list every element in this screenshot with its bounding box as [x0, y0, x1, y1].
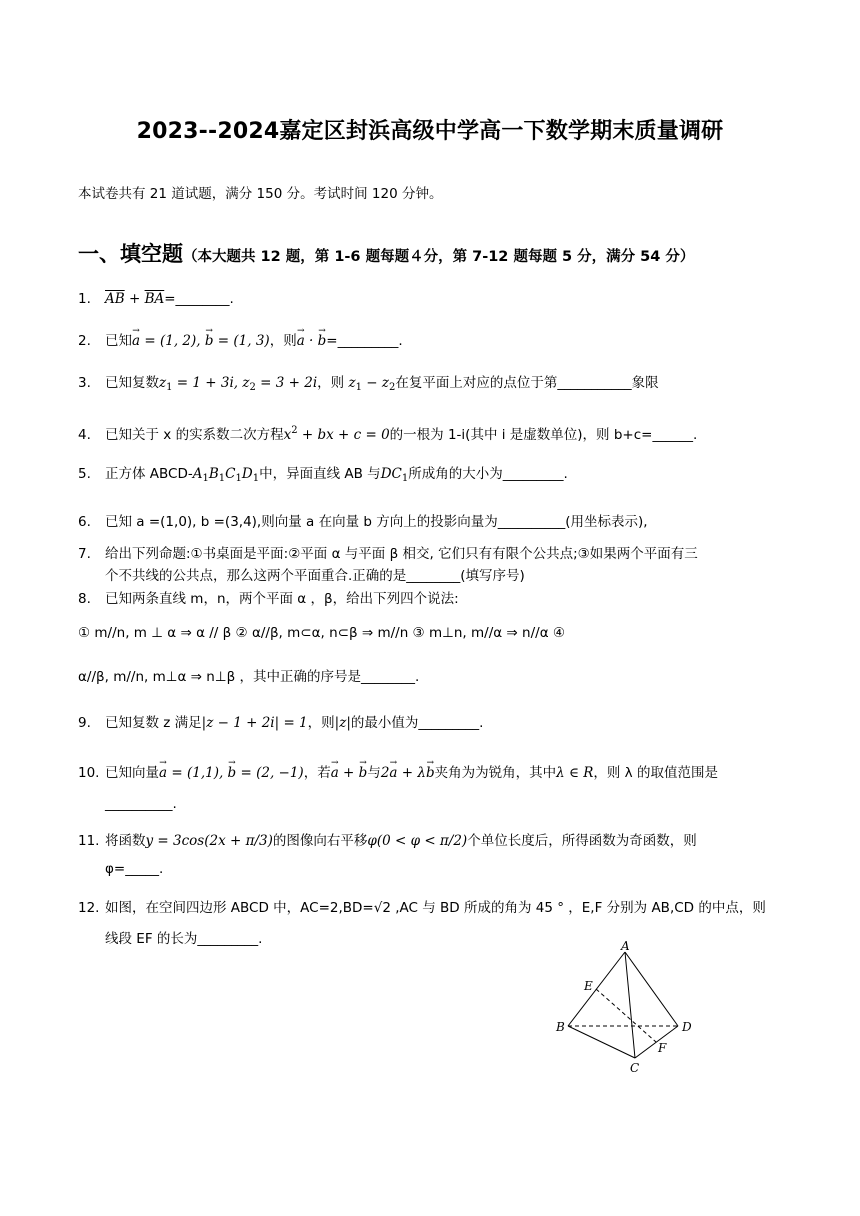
question-10: 10. 已知向量→ a = (1,1), → b = (2, −1)，若→ a + → b与2→ a + λ→ b夹角为为锐角，其中λ ∈ R，则 λ 的取值范围是: [78, 762, 718, 784]
question-text: 已知: [105, 333, 132, 349]
question-8-options: [78, 622, 565, 644]
math-expr: $z_1 = 1 + 3i$, $z_2 = 3 + 2i$: [159, 375, 318, 393]
math-expr: $x^2$ + bx + c = 0: [283, 425, 390, 443]
question-number: 6.: [78, 514, 91, 530]
section-heading: [78, 238, 694, 268]
question-number: 3.: [78, 375, 91, 391]
label-b: B: [556, 1020, 565, 1034]
edge-cd: [635, 1026, 678, 1058]
question-text: α//β, m//n, m⊥α ⇒ n⊥β ，其中正确的序号是________.: [78, 669, 420, 685]
question-number: 10.: [78, 765, 100, 781]
question-text: 个不共线的公共点，那么这两个平面重合.正确的是________(填写序号): [105, 568, 525, 584]
question-text: 已知两条直线 m，n，两个平面 α ，β，给出下列四个说法:: [105, 591, 459, 607]
question-text: 如图，在空间四边形 ABCD 中，AC=2,BD=√2 ,AC 与 BD 所成的角为 45 ° ，E,F 分别为 AB,CD 的中点，则: [105, 900, 766, 916]
label-e: E: [584, 979, 593, 993]
question-text: ，若: [303, 765, 331, 781]
question-6: [78, 511, 648, 533]
question-9: 9. 已知复数 z 满足|z − 1 + 2i| = 1，则|z|的最小值为_________.: [78, 712, 483, 734]
question-4: [78, 420, 697, 446]
question-number: 9.: [78, 715, 91, 731]
question-text: ，则 λ 的取值范围是: [593, 765, 718, 781]
edge-ac: [625, 952, 635, 1058]
question-text: ，则: [269, 333, 297, 349]
question-text: 的图像向右平移: [272, 833, 368, 849]
question-number: 5.: [78, 466, 91, 482]
question-text: 中，异面直线 AB 与: [259, 466, 381, 482]
question-text: ① m//n, m ⊥ α ⇒ α // β ② α//β, m⊂α, n⊂β ⇒ m//n ③ m⊥n, m//α ⇒ n//α ④: [78, 625, 565, 641]
tetrahedron-figure: [548, 940, 708, 1075]
question-number: 7.: [78, 546, 91, 562]
question-8: [78, 588, 459, 610]
segment-ef: [596, 989, 656, 1042]
question-text: 的最小值为_________.: [350, 715, 484, 731]
question-number: 2.: [78, 333, 91, 349]
answer-blank: =_________.: [326, 333, 403, 349]
label-d: D: [682, 1020, 692, 1034]
question-7: [78, 543, 698, 565]
question-text: 的一根为 1-i(其中 i 是虚数单位)，则 b+c=______.: [389, 427, 698, 443]
question-11-line2: [78, 858, 163, 880]
question-number: 8.: [78, 591, 91, 607]
question-1: 1. $\overline{AB}$ + $\overline{BA}=\_\_\_\_\_\_\_\_$.: [78, 288, 234, 310]
section-title: 一、填空题: [78, 242, 183, 266]
question-text: =________.: [164, 291, 234, 307]
question-text: 个单位长度后，所得函数为奇函数，则: [467, 833, 697, 849]
question-5: 5. 正方体 ABCD-$A_1B_1C_1D_1$中，异面直线 AB 与$DC_1$所成角的大小为_________.: [78, 463, 568, 490]
question-12: [78, 897, 766, 919]
math-expr: y = 3cos(2x + π/3): [145, 833, 273, 849]
question-text: 正方体 ABCD-: [105, 466, 193, 482]
answer-blank: __________.: [105, 796, 177, 812]
question-12-line2: [78, 928, 262, 950]
question-text: 夹角为为锐角，其中: [434, 765, 557, 781]
math-expr: $\overline{AB}$: [105, 291, 125, 307]
question-text: ，则: [307, 715, 335, 731]
section-note: （本大题共 12 题，第 1-6 题每题４分，第 7-12 题每题 5 分，满分 54 分）: [183, 249, 695, 265]
label-a: A: [621, 940, 630, 953]
question-number: 11.: [78, 833, 100, 849]
math-expr: |z − 1 + 2i| = 1: [201, 715, 308, 731]
question-text: 所成角的大小为_________.: [408, 466, 568, 482]
edge-ad: [625, 952, 678, 1026]
question-3: 3. 已知复数$z_1 = 1 + 3i$, $z_2 = 3 + 2i$，则 $z_1 - z_2$在复平面上对应的点位于第___________象限: [78, 372, 659, 399]
math-expr: → a = (1, 2), → b = (1, 3): [132, 333, 270, 349]
page-title: 2023--2024嘉定区封浜高级中学高一下数学期末质量调研: [136, 119, 724, 144]
question-text: 已知向量: [105, 765, 159, 781]
question-text: 给出下列命题:①书桌面是平面:②平面 α 与平面 β 相交, 它们只有有限个公共点;③如果两个平面有三: [105, 546, 698, 562]
question-text: 在复平面上对应的点位于第___________象限: [395, 375, 659, 391]
question-2: 2. 已知→ a = (1, 2), → b = (1, 3)，则→ a · → b=_________.: [78, 330, 403, 352]
question-8-options-cont: [78, 666, 419, 688]
question-text: 将函数: [105, 833, 146, 849]
edge-bc: [568, 1026, 635, 1058]
question-number: 1.: [78, 291, 91, 307]
label-f: F: [658, 1041, 667, 1055]
math-expr: → a = (1,1), → b = (2, −1): [159, 765, 304, 781]
question-text: 已知复数: [105, 375, 159, 391]
question-11: 11. 将函数y = 3cos(2x + π/3)的图像向右平移φ(0 < φ < π/2)个单位长度后，所得函数为奇函数，则: [78, 830, 697, 852]
question-text: 已知 a =(1,0), b =(3,4),则向量 a 在向量 b 方向上的投影向量为__________(用坐标表示),: [105, 514, 648, 530]
answer-blank: φ=_____.: [105, 861, 164, 877]
question-text: 线段 EF 的长为_________.: [105, 931, 263, 947]
math-expr: $A_1B_1C_1D_1$: [192, 466, 260, 484]
question-number: 12.: [78, 900, 100, 916]
question-text: 已知关于 x 的实系数二次方程: [105, 427, 284, 443]
question-7-line2: [78, 565, 525, 587]
question-number: 4.: [78, 427, 91, 443]
exam-intro: 本试卷共有 21 道试题，满分 150 分。考试时间 120 分钟。: [78, 186, 443, 202]
question-text: 已知复数 z 满足: [105, 715, 202, 731]
label-c: C: [630, 1061, 640, 1075]
question-10-line2: [78, 793, 177, 815]
